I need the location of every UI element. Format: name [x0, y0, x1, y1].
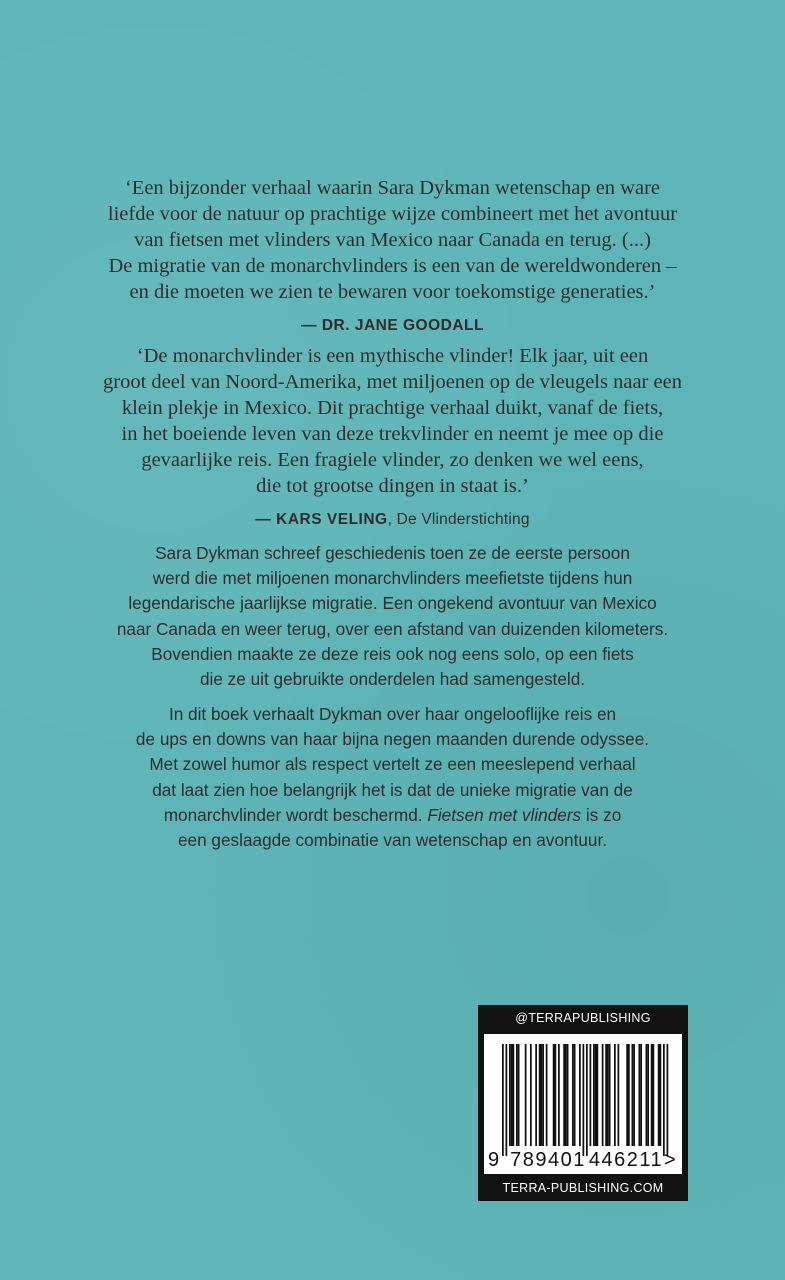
quote-line: die tot grootse dingen in staat is.’	[256, 475, 529, 497]
social-handle: @TERRAPUBLISHING	[515, 1011, 651, 1025]
quote-veling	[60, 343, 725, 533]
quote-attribution	[60, 313, 725, 339]
barcode-bar	[542, 1044, 544, 1146]
barcode-guard-bar	[667, 1044, 669, 1156]
barcode-bar	[633, 1044, 635, 1146]
barcode-bar	[558, 1044, 560, 1146]
barcode-bar	[509, 1044, 511, 1146]
barcode-bar	[614, 1044, 616, 1146]
quote-line: gevaarlijke reis. Een fragiele vlinder, zo denken we wel eens,	[141, 449, 644, 471]
barcode-bar	[513, 1044, 515, 1146]
blurb-line: die ze uit gebruikte onderdelen had samengesteld.	[199, 669, 586, 690]
book-title: Fietsen met vlinders	[427, 804, 582, 825]
blurb-line: werd die met miljoenen monarchvlinders meefietste tijdens hun	[152, 568, 633, 589]
quote-goodall	[60, 175, 725, 339]
barcode-block	[478, 1005, 688, 1201]
barcode-arrow: >	[664, 1149, 676, 1171]
barcode-guard-bar	[506, 1044, 508, 1156]
barcode-bar	[535, 1044, 537, 1146]
barcode-digits	[488, 1149, 678, 1172]
blurb-line: een geslaagde combinatie van wetenschap en avontuur.	[177, 830, 608, 851]
barcode-bar	[607, 1044, 609, 1146]
barcode-bar	[530, 1044, 532, 1146]
blurb-line: naar Canada en weer terug, over een afstand van duizenden kilometers.	[116, 618, 669, 639]
barcode-bar	[511, 1044, 513, 1146]
barcode-bar	[609, 1044, 611, 1146]
quote-attribution	[60, 507, 725, 533]
barcode-bar	[518, 1044, 520, 1146]
barcode-bar	[516, 1044, 518, 1146]
barcode-bar	[597, 1044, 599, 1146]
barcode-bar	[541, 1044, 543, 1146]
barcode-bar	[574, 1044, 576, 1146]
barcode-bar	[565, 1044, 567, 1146]
barcode-bar	[595, 1044, 597, 1146]
blurb-line: Bovendien maakte ze deze reis ook nog eens solo, op een fiets	[151, 643, 634, 664]
barcode-bar	[590, 1044, 592, 1146]
barcode-bar	[640, 1044, 642, 1146]
barcode-digits-right: 446211	[588, 1149, 664, 1171]
quote-line: klein plekje in Mexico. Dit prachtige verhaal duikt, vanaf de fiets,	[121, 397, 664, 419]
barcode	[484, 1034, 682, 1174]
blurb-text: monarchvlinder wordt beschermd.	[163, 804, 428, 825]
attribution-name: — KARS VELING	[255, 511, 388, 528]
barcode-bar	[628, 1044, 630, 1146]
quote-line: in het boeiende leven van deze trekvlinder en neemt je mee op die	[121, 423, 664, 445]
barcode-guard-bar	[663, 1044, 665, 1156]
blurb-paragraph-2	[90, 702, 695, 853]
barcode-bar	[632, 1044, 634, 1146]
blurb-paragraph-1	[90, 541, 695, 692]
barcode-digit-first: 9	[488, 1149, 500, 1171]
barcode-bar	[602, 1044, 604, 1146]
barcode-bar	[651, 1044, 653, 1146]
barcode-bar	[579, 1044, 581, 1146]
quote-line: van fietsen met vlinders van Mexico naar Canada en terug. (...)	[134, 229, 651, 251]
barcode-bar	[605, 1044, 607, 1146]
barcode-bar	[658, 1044, 660, 1146]
barcode-bar	[660, 1044, 662, 1146]
barcode-guard-bar	[583, 1044, 585, 1156]
barcode-bar	[572, 1044, 574, 1146]
blurb-line: de ups en downs van haar bijna negen maanden durende odyssee.	[135, 729, 650, 750]
blurb-line: dat laat zien hoe belangrijk het is dat de unieke migratie van de	[152, 779, 633, 800]
barcode-bar	[563, 1044, 565, 1146]
barcode-digits-left: 789401	[510, 1149, 586, 1171]
barcode-bar	[546, 1044, 548, 1146]
quote-line: en die moeten we zien te bewaren voor toekomstige generaties.’	[129, 281, 656, 303]
barcode-guard-bar	[502, 1044, 504, 1156]
website-url: TERRA-PUBLISHING.COM	[502, 1181, 664, 1195]
quote-line: De migratie van de monarchvlinders is een van de wereldwonderen –	[108, 255, 677, 277]
quote-line: liefde voor de natuur op prachtige wijze combineert met het avontuur	[107, 203, 678, 225]
attribution-org: , De Vlinderstichting	[387, 511, 530, 528]
attribution-name: — DR. JANE GOODALL	[301, 317, 484, 334]
blurb-line: Met zowel humor als respect vertelt ze een meeslepend verhaal	[149, 754, 636, 775]
barcode-bar	[646, 1044, 648, 1146]
barcode-bar	[639, 1044, 641, 1146]
blurb-line: In dit boek verhaalt Dykman over haar ongelooflijke reis en	[168, 704, 617, 724]
quote-line: ‘De monarchvlinder is een mythische vlinder! Elk jaar, uit een	[136, 345, 649, 367]
barcode-bar	[647, 1044, 649, 1146]
barcode-bar	[539, 1044, 541, 1146]
barcode-guard-bar	[586, 1044, 588, 1156]
barcode-bar	[626, 1044, 628, 1146]
blurb-line: legendarische jaarlijkse migratie. Een ongekend avontuur van Mexico	[128, 593, 657, 614]
barcode-bar	[618, 1044, 620, 1146]
barcode-bar	[555, 1044, 557, 1146]
barcode-bar	[525, 1044, 527, 1146]
quote-line: ‘Een bijzonder verhaal waarin Sara Dykman wetenschap en ware	[124, 177, 661, 199]
blurb-text: is zo	[581, 804, 622, 825]
blurb-line	[90, 803, 695, 828]
barcode-bar	[593, 1044, 595, 1146]
barcode-bar	[567, 1044, 569, 1146]
barcode-bar	[553, 1044, 555, 1146]
quote-line: groot deel van Noord-Amerika, met miljoenen op de vleugels naar een	[103, 371, 682, 393]
barcode-bar	[653, 1044, 655, 1146]
blurb-line: Sara Dykman schreef geschiedenis toen ze de eerste persoon	[155, 543, 630, 563]
